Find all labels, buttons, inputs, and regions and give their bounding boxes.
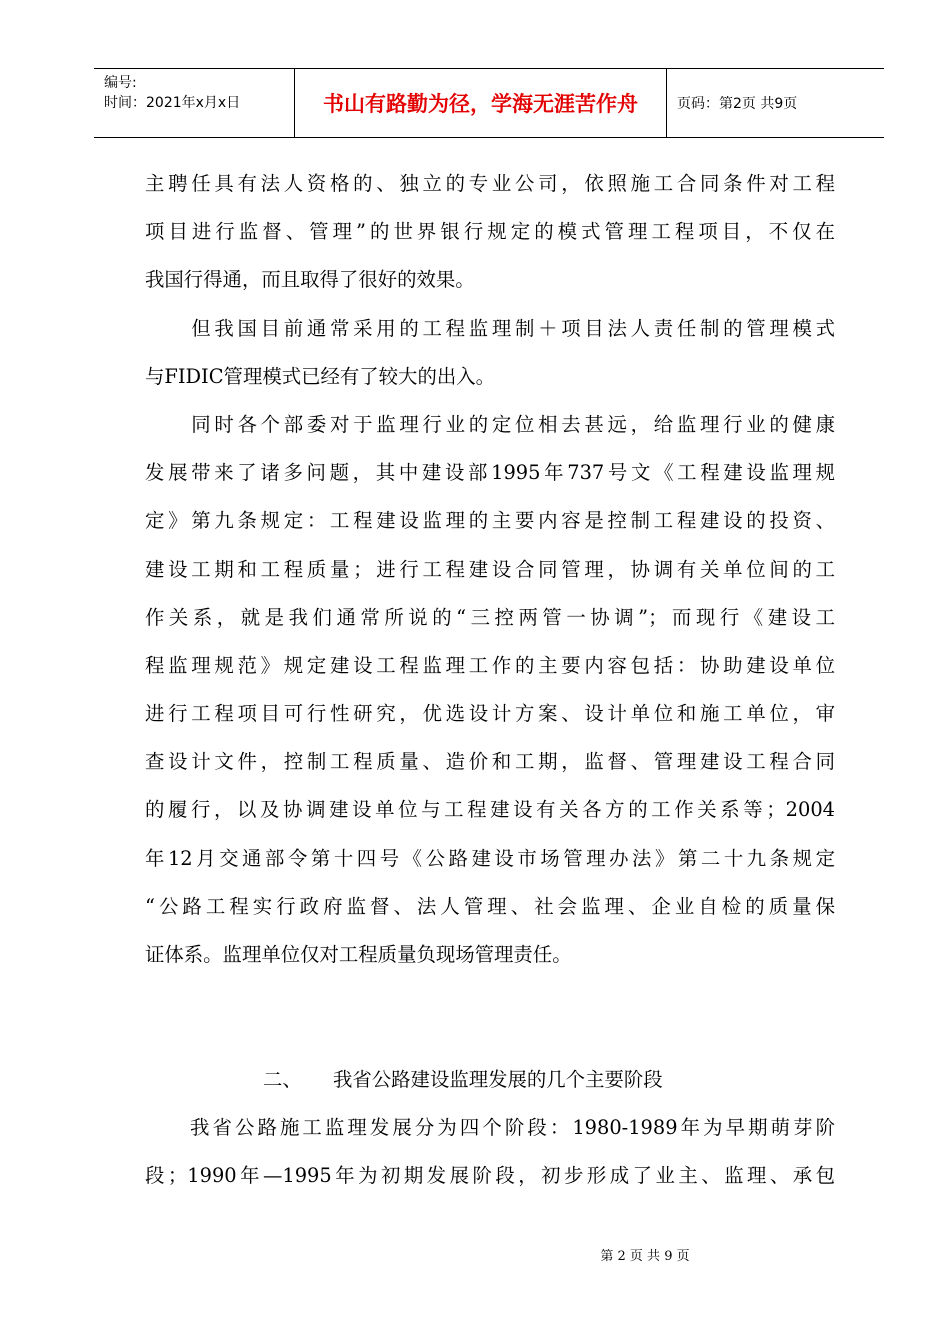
section-number: 二、 xyxy=(263,1068,302,1091)
text-line: “公路工程实行政府监督、法人管理、社会监理、企业自检的质量保 xyxy=(145,894,835,918)
text-line: 作关系，就是我们通常所说的“三控两管一协调”；而现行《建设工 xyxy=(145,605,835,629)
text-line: 定》第九条规定：工程建设监理的主要内容是控制工程建设的投资、 xyxy=(145,509,835,533)
section-heading xyxy=(145,1056,835,1104)
text-line: 段；1990年—1995年为初期发展阶段，初步形成了业主、监理、承包 xyxy=(145,1164,835,1188)
text-line: 查设计文件，控制工程质量、造价和工期，监督、管理建设工程合同 xyxy=(145,750,835,774)
header-meta xyxy=(94,69,295,137)
text-line: 项目进行监督、管理”的世界银行规定的模式管理工程项目，不仅在 xyxy=(145,220,835,244)
text-line: 进行工程项目可行性研究，优选设计方案、设计单位和施工单位，审 xyxy=(145,702,835,726)
text-line: 我国行得通，而且取得了很好的效果。 xyxy=(145,268,475,292)
text-line: 发展带来了诸多问题，其中建设部1995年737号文《工程建设监理规 xyxy=(145,461,835,485)
footer-page-number: 第 2 页 共 9 页 xyxy=(600,1249,690,1264)
text-line: 与FIDIC管理模式已经有了较大的出入。 xyxy=(145,364,496,388)
body-text xyxy=(145,160,835,979)
section-2 xyxy=(145,1056,835,1201)
text-line: 建设工期和工程质量；进行工程建设合同管理，协调有关单位间的工 xyxy=(145,557,835,581)
text-line: 程监理规范》规定建设工程监理工作的主要内容包括：协助建设单位 xyxy=(145,653,835,677)
text-line: 我省公路施工监理发展分为四个阶段：1980-1989年为早期萌芽阶 xyxy=(145,1116,835,1140)
text-line: 的履行，以及协调建设单位与工程建设有关各方的工作关系等；2004 xyxy=(145,798,835,822)
text-line: 证体系。监理单位仅对工程质量负现场管理责任。 xyxy=(145,943,572,966)
text-line: 同时各个部委对于监理行业的定位相去甚远，给监理行业的健康 xyxy=(145,412,835,436)
time-label: 时间：2021年x月x日 xyxy=(104,95,241,111)
header-motto: 书山有路勤为径，学海无涯苦作舟 xyxy=(295,69,667,137)
serial-label: 编号: xyxy=(104,75,137,91)
page-header xyxy=(94,68,884,138)
text-line: 但我国目前通常采用的工程监理制＋项目法人责任制的管理模式 xyxy=(145,316,835,340)
text-line: 年12月交通部令第十四号《公路建设市场管理办法》第二十九条规定 xyxy=(145,846,835,870)
text-line: 主聘任具有法人资格的、独立的专业公司，依照施工合同条件对工程 xyxy=(145,172,835,195)
section-title: 我省公路建设监理发展的几个主要阶段 xyxy=(333,1068,663,1091)
header-page-label: 页码：第2页 共9页 xyxy=(677,96,798,112)
page-footer xyxy=(0,1245,950,1264)
